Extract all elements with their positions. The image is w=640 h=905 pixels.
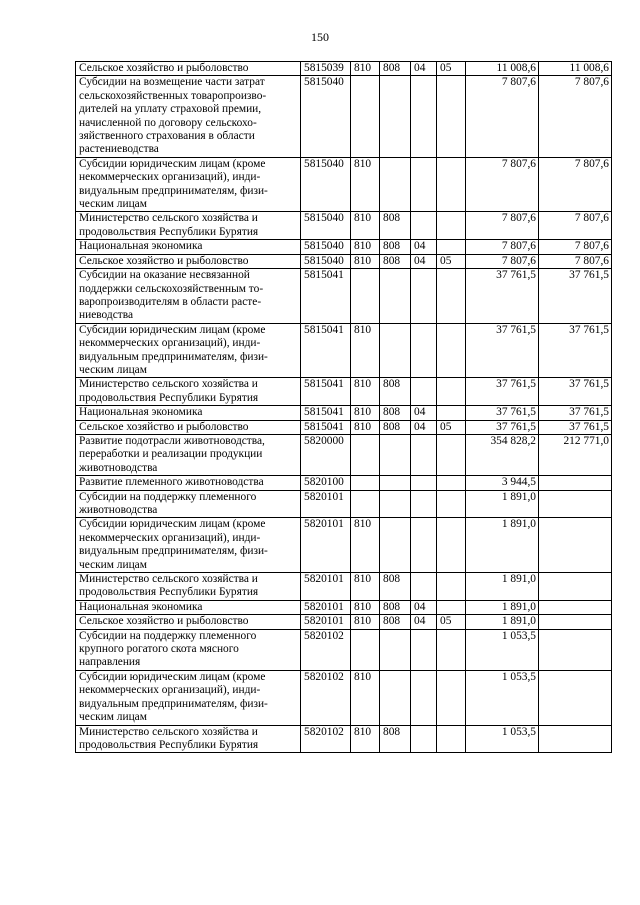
table-row [76,269,612,324]
table-row [76,240,612,254]
ministry-code-cell: 810 [351,406,380,420]
agency-code-cell [380,323,411,378]
subsection-code-cell: 05 [437,254,466,268]
table-row [76,518,612,573]
row-name-cell: Сельское хозяйство и рыболовство [76,62,301,76]
target-code-cell: 5820101 [301,600,351,614]
amount-first-cell: 7 807,6 [466,157,539,212]
target-code-cell: 5820102 [301,629,351,670]
agency-code-cell: 808 [380,240,411,254]
agency-code-cell: 808 [380,420,411,434]
ministry-code-cell [351,476,380,490]
amount-second-cell [539,670,612,725]
ministry-code-cell: 810 [351,725,380,753]
agency-code-cell [380,76,411,157]
table-row [76,476,612,490]
amount-second-cell [539,629,612,670]
amount-second-cell: 37 761,5 [539,269,612,324]
section-code-cell [411,76,437,157]
amount-first-cell: 11 008,6 [466,62,539,76]
page-number: 150 [311,30,329,44]
agency-code-cell [380,670,411,725]
row-name-cell: Министерство сельского хозяйства и продовольствия Республики Бурятия [76,573,301,601]
ministry-code-cell: 810 [351,378,380,406]
ministry-code-cell: 810 [351,518,380,573]
amount-first-cell: 1 891,0 [466,490,539,518]
target-code-cell: 5820102 [301,670,351,725]
subsection-code-cell [437,76,466,157]
amount-second-cell: 212 771,0 [539,434,612,475]
agency-code-cell [380,157,411,212]
ministry-code-cell: 810 [351,240,380,254]
ministry-code-cell: 810 [351,615,380,629]
section-code-cell [411,434,437,475]
amount-first-cell: 37 761,5 [466,323,539,378]
section-code-cell: 04 [411,62,437,76]
subsection-code-cell [437,269,466,324]
target-code-cell: 5820101 [301,615,351,629]
section-code-cell [411,629,437,670]
section-code-cell [411,157,437,212]
amount-first-cell: 1 053,5 [466,670,539,725]
subsection-code-cell: 05 [437,615,466,629]
amount-second-cell: 7 807,6 [539,76,612,157]
target-code-cell: 5820102 [301,725,351,753]
row-name-cell: Сельское хозяйство и рыболовство [76,615,301,629]
amount-second-cell: 37 761,5 [539,420,612,434]
amount-second-cell: 37 761,5 [539,406,612,420]
table-row [76,62,612,76]
section-code-cell: 04 [411,240,437,254]
subsection-code-cell [437,323,466,378]
subsection-code-cell [437,600,466,614]
amount-first-cell: 37 761,5 [466,406,539,420]
amount-second-cell [539,725,612,753]
target-code-cell: 5815040 [301,76,351,157]
ministry-code-cell: 810 [351,420,380,434]
target-code-cell: 5820101 [301,490,351,518]
subsection-code-cell [437,212,466,240]
amount-second-cell: 7 807,6 [539,254,612,268]
subsection-code-cell [437,629,466,670]
row-name-cell: Министерство сельского хозяйства и продовольствия Республики Бурятия [76,212,301,240]
amount-second-cell: 7 807,6 [539,240,612,254]
amount-second-cell: 7 807,6 [539,157,612,212]
row-name-cell: Сельское хозяйство и рыболовство [76,420,301,434]
target-code-cell: 5815040 [301,240,351,254]
amount-first-cell: 37 761,5 [466,269,539,324]
subsection-code-cell [437,725,466,753]
section-code-cell: 04 [411,600,437,614]
table-row [76,212,612,240]
amount-second-cell: 11 008,6 [539,62,612,76]
section-code-cell: 04 [411,406,437,420]
row-name-cell: Субсидии на поддержку племенного крупного рогатого скота мясного направления [76,629,301,670]
amount-first-cell: 354 828,2 [466,434,539,475]
amount-first-cell: 7 807,6 [466,76,539,157]
agency-code-cell: 808 [380,600,411,614]
ministry-code-cell [351,76,380,157]
amount-first-cell: 37 761,5 [466,378,539,406]
row-name-cell: Субсидии юридическим лицам (кроме некоммерческих организаций), инди-видуальным предпринимателям, физи-ческим лицам [76,323,301,378]
amount-first-cell: 1 053,5 [466,629,539,670]
ministry-code-cell: 810 [351,212,380,240]
table-row [76,490,612,518]
agency-code-cell: 808 [380,254,411,268]
section-code-cell [411,269,437,324]
row-name-cell: Развитие племенного животноводства [76,476,301,490]
ministry-code-cell: 810 [351,157,380,212]
section-code-cell [411,573,437,601]
row-name-cell: Развитие подотрасли животноводства, переработки и реализации продукции животноводства [76,434,301,475]
row-name-cell: Министерство сельского хозяйства и продовольствия Республики Бурятия [76,725,301,753]
amount-first-cell: 37 761,5 [466,420,539,434]
section-code-cell: 04 [411,420,437,434]
agency-code-cell [380,476,411,490]
amount-first-cell: 3 944,5 [466,476,539,490]
subsection-code-cell [437,573,466,601]
table-row [76,629,612,670]
amount-second-cell [539,490,612,518]
section-code-cell [411,323,437,378]
amount-first-cell: 7 807,6 [466,240,539,254]
section-code-cell [411,212,437,240]
amount-second-cell: 7 807,6 [539,212,612,240]
ministry-code-cell: 810 [351,670,380,725]
table-row [76,406,612,420]
amount-second-cell [539,573,612,601]
section-code-cell [411,476,437,490]
table-row [76,434,612,475]
row-name-cell: Субсидии на оказание несвязанной поддержки сельскохозяйственным то-варопроизводителям в области расте-ниеводства [76,269,301,324]
row-name-cell: Субсидии юридическим лицам (кроме некоммерческих организаций), инди-видуальным предпринимателям, физи-ческим лицам [76,670,301,725]
table-row [76,615,612,629]
table-row [76,323,612,378]
subsection-code-cell [437,434,466,475]
ministry-code-cell [351,490,380,518]
section-code-cell [411,725,437,753]
subsection-code-cell [437,518,466,573]
ministry-code-cell [351,269,380,324]
target-code-cell: 5820101 [301,573,351,601]
agency-code-cell: 808 [380,573,411,601]
subsection-code-cell [437,670,466,725]
target-code-cell: 5815041 [301,269,351,324]
section-code-cell [411,378,437,406]
subsection-code-cell [437,157,466,212]
amount-first-cell: 7 807,6 [466,212,539,240]
table-row [76,725,612,753]
amount-first-cell: 1 891,0 [466,615,539,629]
ministry-code-cell: 810 [351,600,380,614]
target-code-cell: 5815040 [301,254,351,268]
target-code-cell: 5815041 [301,420,351,434]
target-code-cell: 5815039 [301,62,351,76]
agency-code-cell: 808 [380,406,411,420]
table-row [76,76,612,157]
agency-code-cell: 808 [380,212,411,240]
section-code-cell [411,490,437,518]
budget-table [75,61,612,753]
amount-second-cell [539,615,612,629]
amount-second-cell [539,518,612,573]
subsection-code-cell [437,476,466,490]
row-name-cell: Национальная экономика [76,406,301,420]
amount-first-cell: 7 807,6 [466,254,539,268]
agency-code-cell: 808 [380,62,411,76]
table-row [76,254,612,268]
target-code-cell: 5815040 [301,157,351,212]
agency-code-cell: 808 [380,615,411,629]
table-row [76,670,612,725]
ministry-code-cell: 810 [351,254,380,268]
row-name-cell: Министерство сельского хозяйства и продовольствия Республики Бурятия [76,378,301,406]
agency-code-cell: 808 [380,725,411,753]
target-code-cell: 5820100 [301,476,351,490]
subsection-code-cell: 05 [437,420,466,434]
amount-first-cell: 1 891,0 [466,573,539,601]
row-name-cell: Национальная экономика [76,240,301,254]
table-row [76,573,612,601]
table-row [76,600,612,614]
agency-code-cell [380,518,411,573]
amount-second-cell: 37 761,5 [539,323,612,378]
agency-code-cell: 808 [380,378,411,406]
row-name-cell: Субсидии юридическим лицам (кроме некоммерческих организаций), инди-видуальным предпринимателям, физи-ческим лицам [76,518,301,573]
amount-first-cell: 1 891,0 [466,600,539,614]
amount-second-cell [539,600,612,614]
table-row [76,420,612,434]
agency-code-cell [380,434,411,475]
budget-table-body [76,62,612,753]
row-name-cell: Национальная экономика [76,600,301,614]
ministry-code-cell [351,434,380,475]
subsection-code-cell [437,490,466,518]
amount-first-cell: 1 891,0 [466,518,539,573]
row-name-cell: Субсидии на возмещение части затрат сельскохозяйственных товаропроизво-дителей на уплату страховой премии, начисленной по договору сельскохо-зяйственного страхования в области растениеводства [76,76,301,157]
amount-second-cell: 37 761,5 [539,378,612,406]
target-code-cell: 5815041 [301,323,351,378]
ministry-code-cell [351,629,380,670]
target-code-cell: 5820101 [301,518,351,573]
target-code-cell: 5820000 [301,434,351,475]
section-code-cell: 04 [411,615,437,629]
ministry-code-cell: 810 [351,573,380,601]
row-name-cell: Субсидии юридическим лицам (кроме некоммерческих организаций), инди-видуальным предпринимателям, физи-ческим лицам [76,157,301,212]
subsection-code-cell [437,406,466,420]
table-row [76,157,612,212]
section-code-cell: 04 [411,254,437,268]
amount-first-cell: 1 053,5 [466,725,539,753]
section-code-cell [411,518,437,573]
subsection-code-cell: 05 [437,62,466,76]
row-name-cell: Субсидии на поддержку племенного животноводства [76,490,301,518]
amount-second-cell [539,476,612,490]
target-code-cell: 5815041 [301,406,351,420]
row-name-cell: Сельское хозяйство и рыболовство [76,254,301,268]
ministry-code-cell: 810 [351,323,380,378]
subsection-code-cell [437,240,466,254]
agency-code-cell [380,490,411,518]
table-row [76,378,612,406]
subsection-code-cell [437,378,466,406]
ministry-code-cell: 810 [351,62,380,76]
agency-code-cell [380,629,411,670]
section-code-cell [411,670,437,725]
target-code-cell: 5815040 [301,212,351,240]
target-code-cell: 5815041 [301,378,351,406]
agency-code-cell [380,269,411,324]
